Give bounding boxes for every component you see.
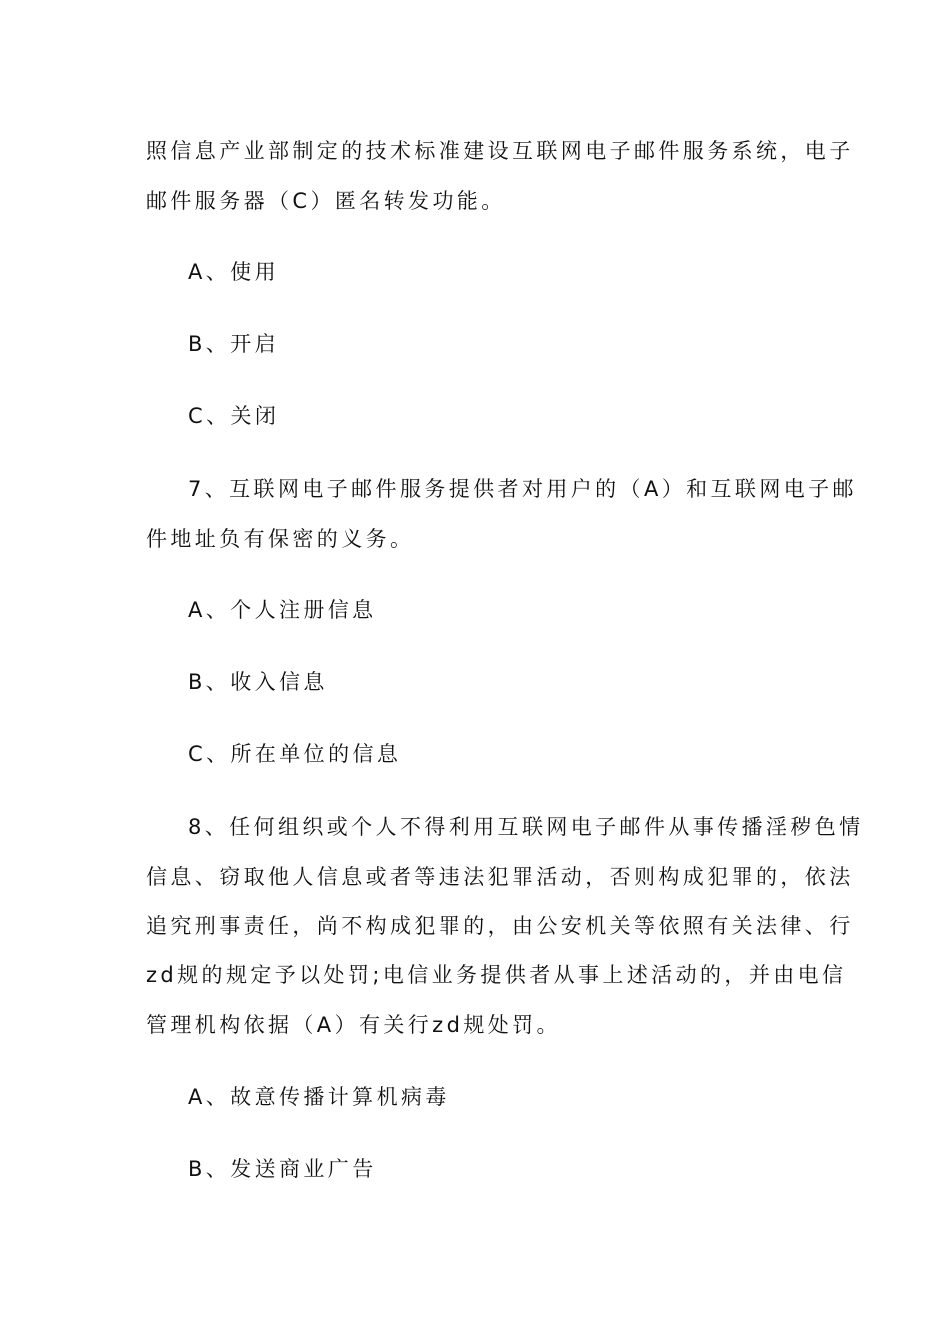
q8-text-line-3: 追究刑事责任，尚不构成犯罪的，由公安机关等依照有关法律、行 <box>146 914 854 938</box>
q8-text-line-5: 管理机构依据（A）有关行zd规处罚。 <box>146 1013 561 1037</box>
q7-option-a: A、个人注册信息 <box>188 598 377 622</box>
q8-option-a: A、故意传播计算机病毒 <box>188 1085 450 1109</box>
q6-text-line-1: 照信息产业部制定的技术标准建设互联网电子邮件服务系统，电子 <box>146 139 854 163</box>
q8-text-line-2: 信息、窃取他人信息或者等违法犯罪活动，否则构成犯罪的，依法 <box>146 865 854 889</box>
q8-text-line-1: 8、任何组织或个人不得利用互联网电子邮件从事传播淫秽色情 <box>188 815 864 839</box>
q7-option-b: B、收入信息 <box>188 670 328 694</box>
q6-option-b: B、开启 <box>188 332 280 356</box>
q6-option-a: A、使用 <box>188 260 279 284</box>
q8-option-b: B、发送商业广告 <box>188 1157 377 1181</box>
q7-option-c: C、所在单位的信息 <box>188 742 402 766</box>
q7-text-line-1: 7、互联网电子邮件服务提供者对用户的（A）和互联网电子邮 <box>188 477 857 501</box>
q7-text-line-2: 件地址负有保密的义务。 <box>146 527 415 551</box>
q8-text-line-4: zd规的规定予以处罚;电信业务提供者从事上述活动的，并由电信 <box>146 963 847 987</box>
q6-option-c: C、关闭 <box>188 404 280 428</box>
q6-text-line-2: 邮件服务器（C）匿名转发功能。 <box>146 189 506 213</box>
